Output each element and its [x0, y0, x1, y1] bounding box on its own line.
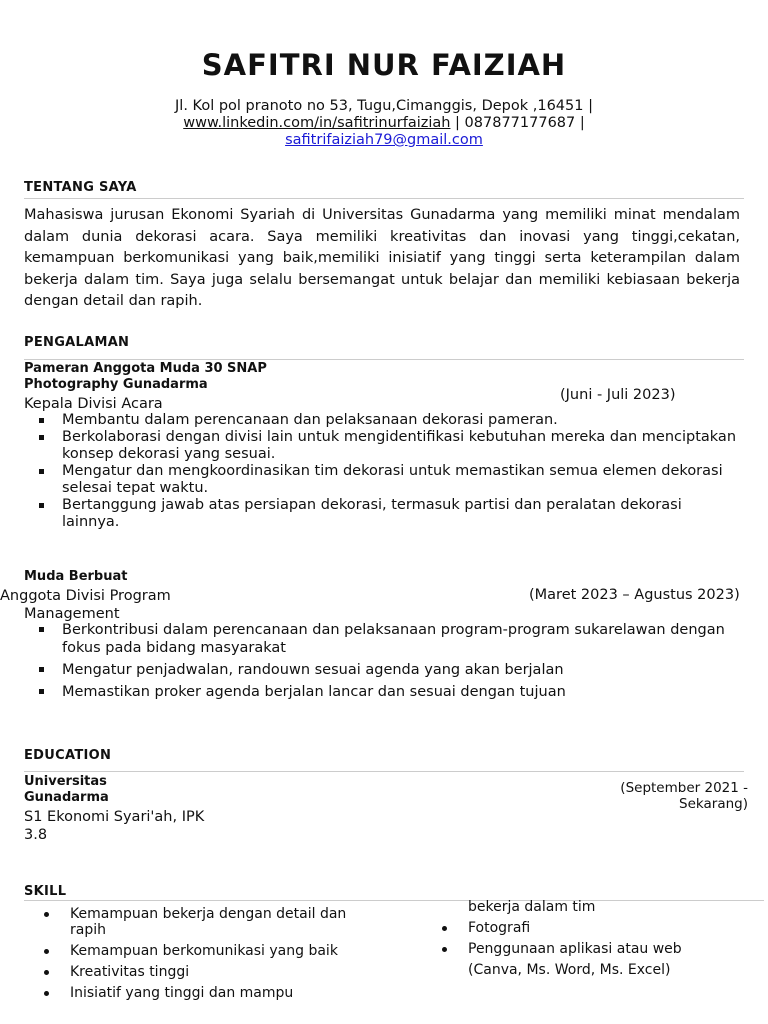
list-item: Memastikan proker agenda berjalan lancar dan sesuai dengan tujuan	[24, 683, 740, 701]
skills-continuation: bekerja dalam tim	[468, 899, 596, 915]
experience-bullets	[24, 621, 740, 701]
list-item: Mengatur penjadwalan, randouwn sesuai agenda yang akan berjalan	[24, 661, 740, 679]
skills-list-right	[422, 920, 742, 957]
education-school: Universitas Gunadarma	[24, 774, 109, 805]
section-heading-experience: PENGALAMAN	[24, 335, 130, 350]
experience-org-line: Photography Gunadarma	[24, 377, 208, 392]
list-item: Kemampuan berkomunikasi yang baik	[24, 943, 374, 959]
list-item: Fotografi	[422, 920, 742, 936]
experience-role: Anggota Divisi Program Management	[0, 588, 171, 622]
section-divider	[24, 900, 764, 901]
section-heading-skill: SKILL	[24, 884, 67, 899]
email-link[interactable]: safitrifaiziah79@gmail.com	[285, 132, 483, 148]
address-line	[0, 97, 768, 115]
experience-role: Kepala Divisi Acara	[24, 396, 163, 412]
phone: | 087877177687 |	[450, 115, 585, 131]
list-item: Berkolaborasi dengan divisi lain untuk mengidentifikasi kebutuhan mereka dan menciptakan konsep dekorasi yang sesuai.	[24, 429, 740, 463]
section-divider	[24, 771, 744, 772]
experience-date: (Maret 2023 – Agustus 2023)	[529, 587, 740, 603]
list-item: Penggunaan aplikasi atau web	[422, 941, 742, 957]
address: Jl. Kol pol pranoto no 53, Tugu,Cimanggis, Depok ,16451 |	[175, 98, 593, 114]
list-item: Kemampuan bekerja dengan detail dan rapih	[24, 906, 374, 938]
experience-org-line: Pameran Anggota Muda 30 SNAP	[24, 361, 267, 376]
section-heading-education: EDUCATION	[24, 748, 112, 763]
list-item: Mengatur dan mengkoordinasikan tim dekorasi untuk memastikan semua elemen dekorasi selesai tepat waktu.	[24, 463, 740, 497]
skills-tail: (Canva, Ms. Word, Ms. Excel)	[468, 962, 671, 978]
section-divider	[24, 359, 744, 360]
section-heading-about: TENTANG SAYA	[24, 180, 137, 195]
list-item: Berkontribusi dalam perencanaan dan pelaksanaan program-program sukarelawan dengan fokus pada bidang masyarakat	[24, 621, 740, 657]
about-paragraph: Mahasiswa jurusan Ekonomi Syariah di Universitas Gunadarma yang memiliki minat mendalam dalam dunia dekorasi acara. Saya memiliki kreativitas dan inovasi yang tinggi,cekatan, kemampuan berkomunikasi yang baik,memiliki inisiatif yang tinggi serta keterampilan dalam bekerja dalam tim. Saya juga selalu bersemangat untuk belajar dan memiliki kebiasaan bekerja dengan detail dan rapih.	[24, 207, 740, 309]
section-divider	[24, 198, 744, 199]
education-date: (September 2021 - Sekarang)	[620, 780, 748, 812]
contact-line	[0, 114, 768, 132]
list-item: Inisiatif yang tinggi dan mampu	[24, 985, 374, 1001]
list-item: Bertanggung jawab atas persiapan dekorasi, termasuk partisi dan peralatan dekorasi lainnya.	[24, 497, 740, 531]
list-item: Membantu dalam perencanaan dan pelaksanaan dekorasi pameran.	[24, 412, 740, 429]
education-degree: S1 Ekonomi Syari'ah, IPK 3.8	[24, 809, 205, 843]
experience-org: Muda Berbuat	[24, 569, 128, 584]
candidate-name: SAFITRI NUR FAIZIAH	[201, 48, 567, 82]
experience-org	[24, 361, 267, 393]
experience-date: (Juni - Juli 2023)	[560, 387, 676, 403]
email-line	[0, 131, 768, 149]
skills-list-left	[24, 906, 374, 1001]
linkedin-link[interactable]: www.linkedin.com/in/safitrinurfaiziah	[183, 115, 451, 131]
experience-bullets	[24, 412, 740, 531]
list-item: Kreativitas tinggi	[24, 964, 374, 980]
